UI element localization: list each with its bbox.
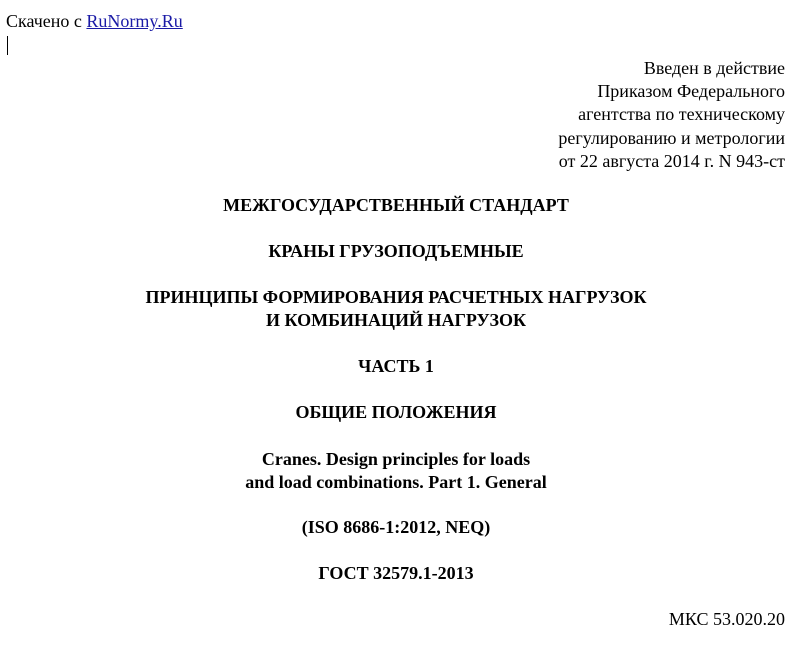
runormy-link[interactable]: RuNormy.Ru [86,11,183,31]
download-note [6,10,183,32]
approval-line: регулированию и метрологии [558,127,785,148]
subtitle-ru-heading [0,286,792,332]
download-note-prefix: Скачено с [6,11,87,31]
subtitle-ru-line2: И КОМБИНАЦИЙ НАГРУЗОК [265,310,527,330]
approval-block [558,57,785,173]
title-en-heading [0,448,792,494]
part-heading [0,355,792,378]
approval-line: агентства по техническому [578,104,785,125]
part-title-text: ОБЩИЕ ПОЛОЖЕНИЯ [295,402,497,422]
title-ru-text: КРАНЫ ГРУЗОПОДЪЕМНЫЕ [268,241,524,261]
standard-type-heading [0,194,792,217]
approval-line: Приказом Федерального [597,81,785,102]
part-title-heading [0,401,792,424]
title-en-line2: and load combinations. Part 1. General [245,472,547,492]
gost-number [0,562,792,585]
title-en-line1: Cranes. Design principles for loads [261,449,531,469]
approval-line: от 22 августа 2014 г. N 943-ст [558,150,785,171]
gost-number-text: ГОСТ 32579.1-2013 [318,563,474,583]
iso-reference-text: (ISO 8686-1:2012, NEQ) [301,517,491,537]
title-ru-heading [0,240,792,263]
subtitle-ru-line1: ПРИНЦИПЫ ФОРМИРОВАНИЯ РАСЧЕТНЫХ НАГРУЗОК [145,287,647,307]
text-caret [7,36,8,55]
approval-line: Введен в действие [643,58,785,78]
iso-reference [0,516,792,539]
part-text: ЧАСТЬ 1 [358,356,434,376]
standard-type-text: МЕЖГОСУДАРСТВЕННЫЙ СТАНДАРТ [223,195,569,215]
mks-code: МКС 53.020.20 [668,609,785,629]
